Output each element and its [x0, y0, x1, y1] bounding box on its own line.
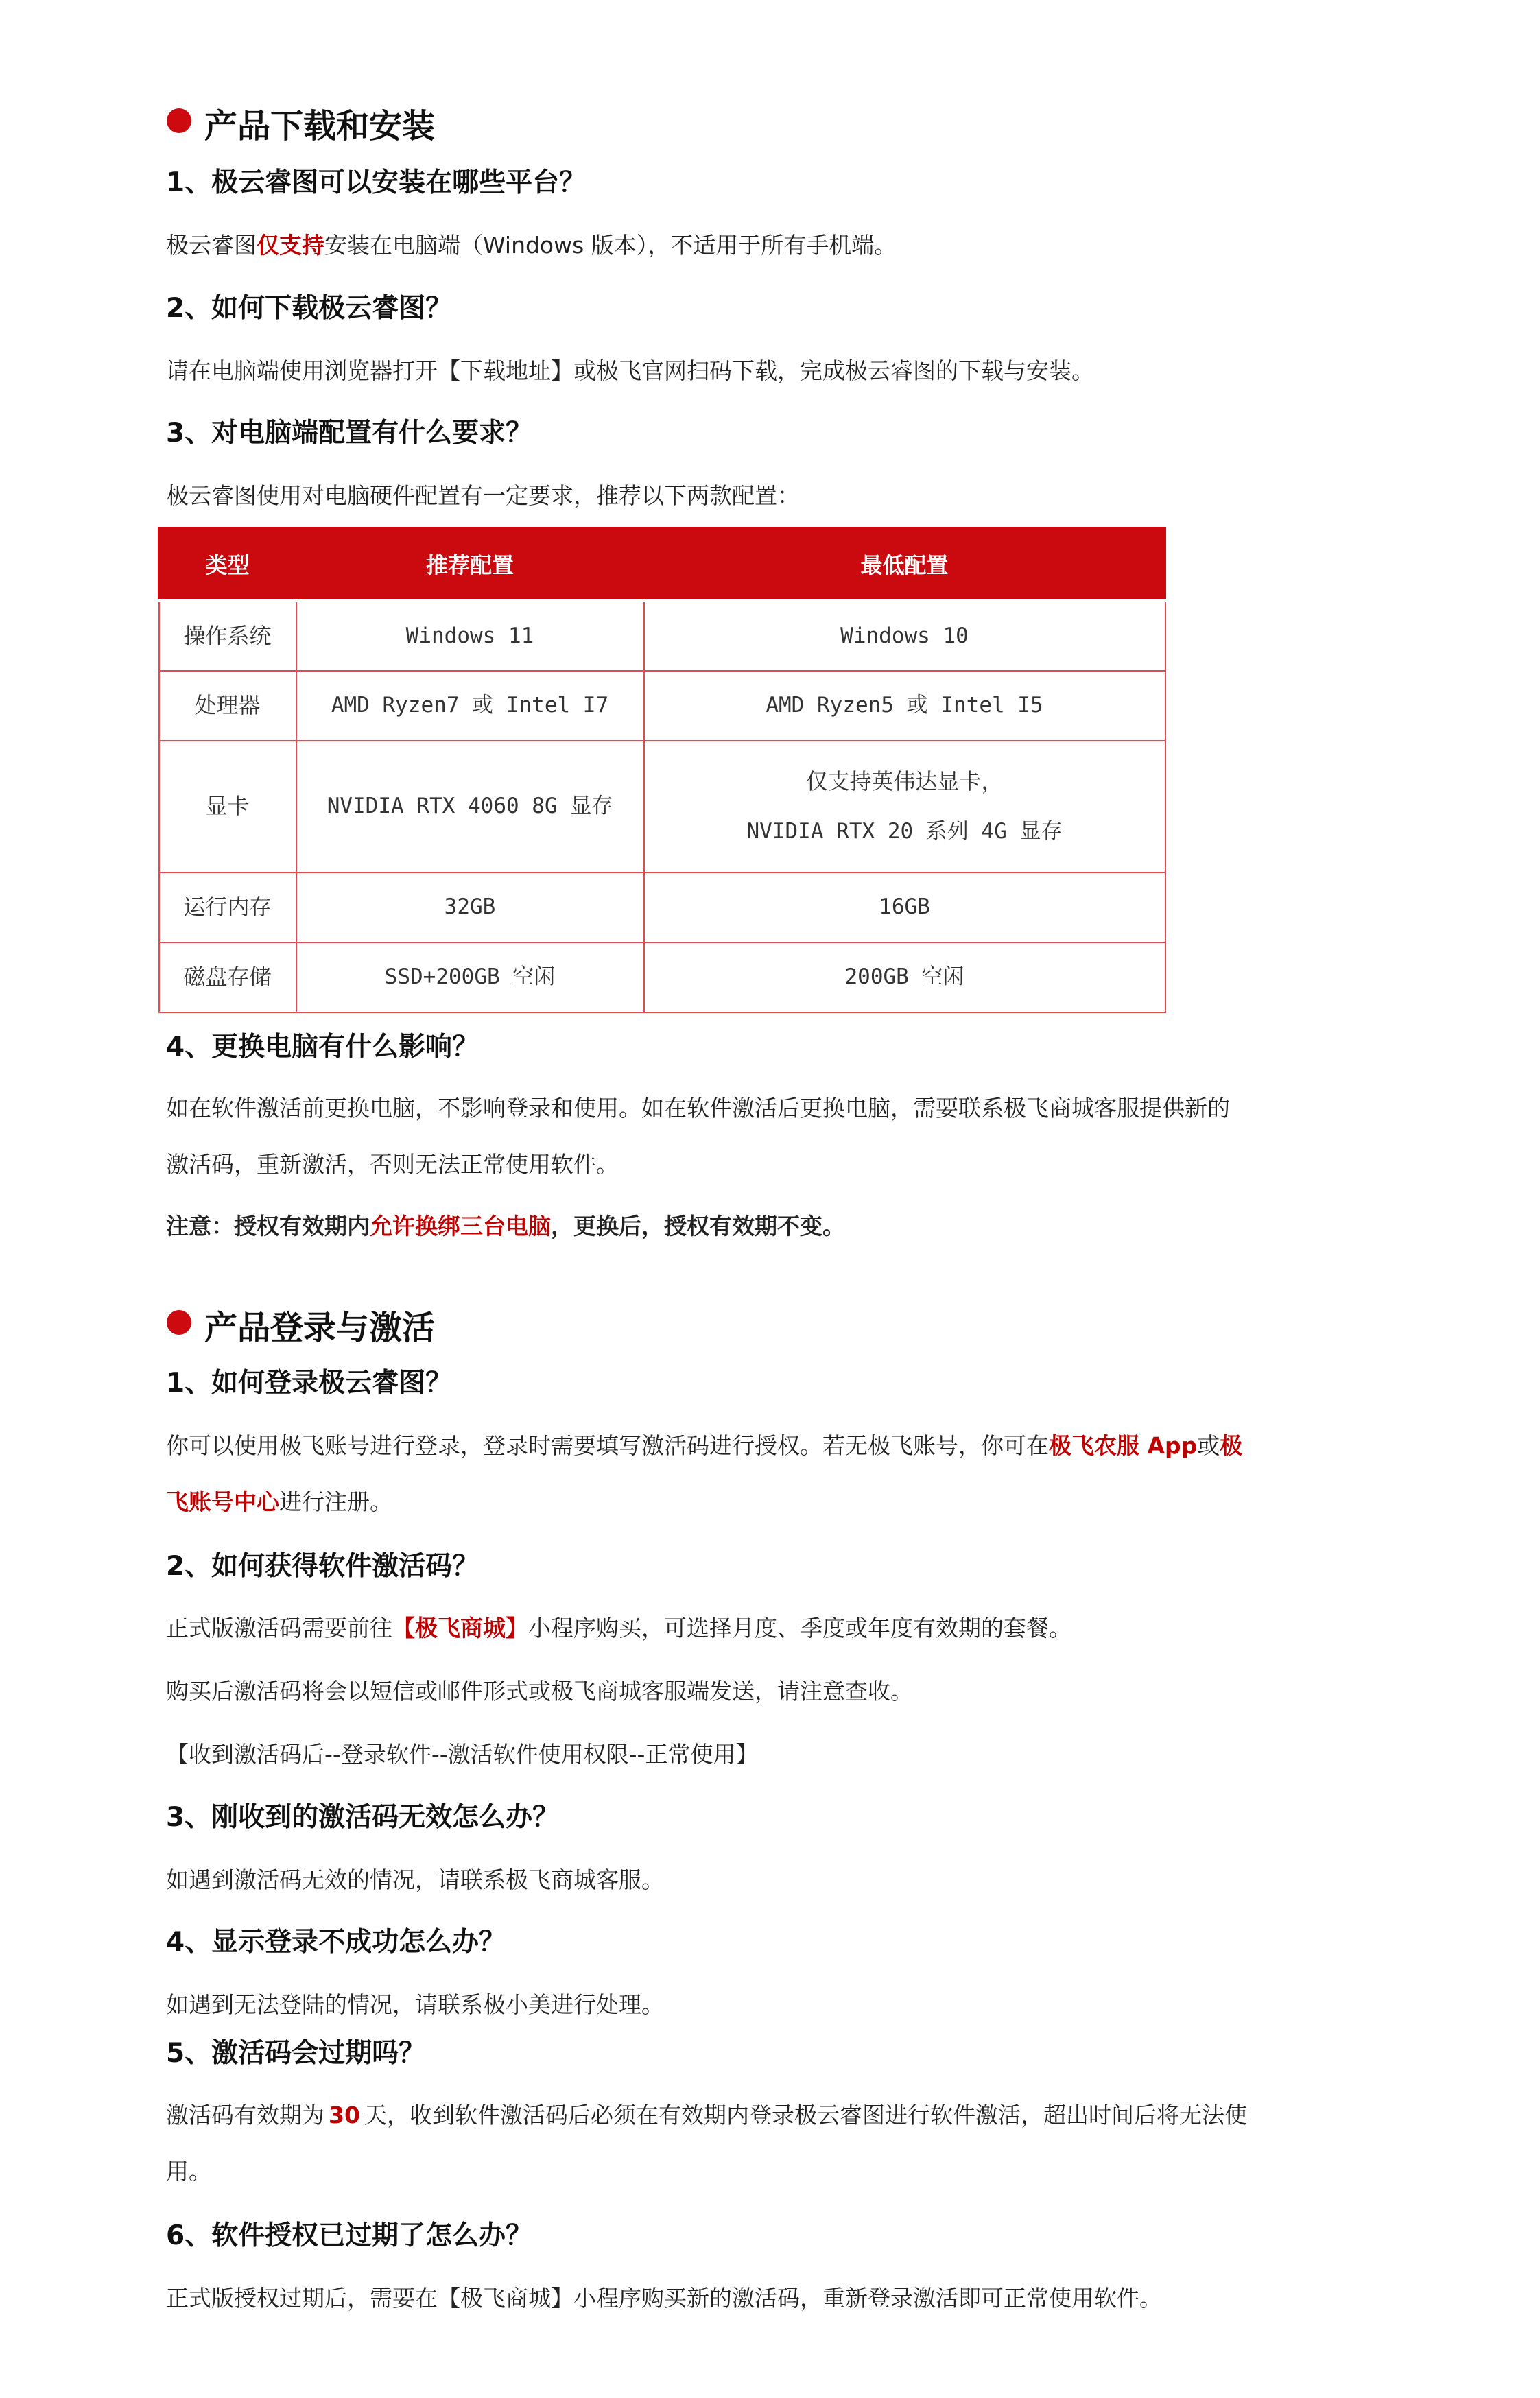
table-cell-minimum: 16GB [644, 872, 1165, 942]
faq-answer [166, 2098, 1247, 2130]
highlight-link: 飞账号中心 [166, 1488, 279, 1515]
faq-question: 2、如何获得软件激活码？ [166, 1551, 479, 1582]
answer-text: 进行注册。 [279, 1488, 392, 1515]
section-bullet-icon [167, 1310, 191, 1335]
highlight-text: 30 [329, 2102, 360, 2128]
faq-question: 4、更换电脑有什么影响？ [166, 1032, 479, 1063]
table-cell-minimum [644, 741, 1165, 872]
table-header-row [159, 528, 1165, 601]
table-row [159, 872, 1165, 942]
answer-text: 小程序购买，可选择月度、季度或年度有效期的套餐。 [528, 1615, 1071, 1641]
faq-answer [166, 228, 897, 260]
faq-answer [166, 1428, 1242, 1460]
faq-question: 6、软件授权已过期了怎么办？ [166, 2220, 533, 2251]
table-cell-recommended: AMD Ryzen7 或 Intel I7 [296, 671, 644, 741]
table-cell-recommended: NVIDIA RTX 4060 8G 显存 [296, 741, 644, 872]
faq-question: 5、激活码会过期吗？ [166, 2038, 426, 2069]
table-row [159, 942, 1165, 1012]
section-title: 产品登录与激活 [204, 1309, 436, 1347]
table-row [159, 601, 1165, 671]
faq-answer: 激活码，重新激活，否则无法正常使用软件。 [166, 1151, 619, 1178]
faq-question: 4、显示登录不成功怎么办？ [166, 1927, 506, 1958]
note-suffix: ，更换后，授权有效期不变。 [551, 1213, 845, 1239]
highlight-link: 极飞农服 App [1049, 1432, 1198, 1459]
faq-question: 1、如何登录极云睿图？ [166, 1368, 453, 1399]
answer-text: 你可以使用极飞账号进行登录，登录时需要填写激活码进行授权。若无极飞账号，你可在 [166, 1432, 1049, 1459]
table-header-cell: 最低配置 [644, 528, 1165, 601]
faq-answer [166, 1611, 1071, 1643]
config-table [158, 527, 1166, 1013]
faq-question: 2、如何下载极云睿图？ [166, 293, 453, 324]
table-cell-recommended: 32GB [296, 872, 644, 942]
table-cell-line: 仅支持英伟达显卡， [805, 768, 1004, 794]
table-cell-type: 操作系统 [159, 601, 296, 671]
answer-text: 或 [1197, 1432, 1220, 1459]
faq-answer: 购买后激活码将会以短信或邮件形式或极飞商城客服端发送，请注意查收。 [166, 1678, 913, 1705]
section-bullet-icon [167, 108, 191, 133]
table-row [159, 741, 1165, 872]
answer-text: 正式版激活码需要前往 [166, 1615, 392, 1641]
table-cell-type: 运行内存 [159, 872, 296, 942]
table-cell-minimum: AMD Ryzen5 或 Intel I5 [644, 671, 1165, 741]
answer-text: 天，收到软件激活码后必须在有效期内登录极云睿图进行软件激活，超出时间后将无法使 [364, 2102, 1247, 2128]
faq-question: 3、对电脑端配置有什么要求？ [166, 418, 533, 449]
table-cell-type: 处理器 [159, 671, 296, 741]
table-cell-line: NVIDIA RTX 20 系列 4G 显存 [746, 819, 1063, 844]
highlight-text: 仅支持 [257, 232, 324, 259]
table-row [159, 671, 1165, 741]
faq-answer: 如在软件激活前更换电脑，不影响登录和使用。如在软件激活后更换电脑，需要联系极飞商城客服提供新的 [166, 1095, 1230, 1121]
note-text [166, 1209, 845, 1241]
table-cell-recommended: SSD+200GB 空闲 [296, 942, 644, 1012]
faq-answer: 如遇到无法登陆的情况，请联系极小美进行处理。 [166, 1991, 664, 2018]
faq-answer: 极云睿图使用对电脑硬件配置有一定要求，推荐以下两款配置： [166, 482, 800, 509]
table-cell-minimum: Windows 10 [644, 601, 1165, 671]
faq-answer [166, 1484, 392, 1517]
faq-answer: 请在电脑端使用浏览器打开【下载地址】或极飞官网扫码下载，完成极云睿图的下载与安装。 [166, 357, 1094, 384]
highlight-link: 极 [1220, 1432, 1243, 1459]
section-title: 产品下载和安装 [204, 107, 436, 145]
table-cell-type: 磁盘存储 [159, 942, 296, 1012]
faq-question: 3、刚收到的激活码无效怎么办？ [166, 1802, 560, 1833]
table-header-cell: 类型 [159, 528, 296, 601]
answer-text: 极云睿图 [166, 232, 257, 259]
faq-answer: 【收到激活码后--登录软件--激活软件使用权限--正常使用】 [166, 1741, 759, 1768]
faq-answer: 正式版授权过期后，需要在【极飞商城】小程序购买新的激活码，重新登录激活即可正常使用软件。 [166, 2285, 1162, 2312]
faq-answer: 如遇到激活码无效的情况，请联系极飞商城客服。 [166, 1866, 664, 1893]
table-cell-type: 显卡 [159, 741, 296, 872]
note-prefix: 注意：授权有效期内 [166, 1213, 370, 1239]
faq-question: 1、极云睿图可以安装在哪些平台？ [166, 167, 587, 198]
highlight-text: 【极飞商城】 [392, 1615, 528, 1641]
highlight-text: 允许换绑三台电脑 [370, 1213, 551, 1239]
table-cell-minimum: 200GB 空闲 [644, 942, 1165, 1012]
faq-answer: 用。 [166, 2158, 211, 2185]
table-header-cell: 推荐配置 [296, 528, 644, 601]
answer-text: 安装在电脑端（Windows 版本），不适用于所有手机端。 [324, 232, 897, 259]
table-cell-recommended: Windows 11 [296, 601, 644, 671]
answer-text: 激活码有效期为 [166, 2102, 324, 2128]
